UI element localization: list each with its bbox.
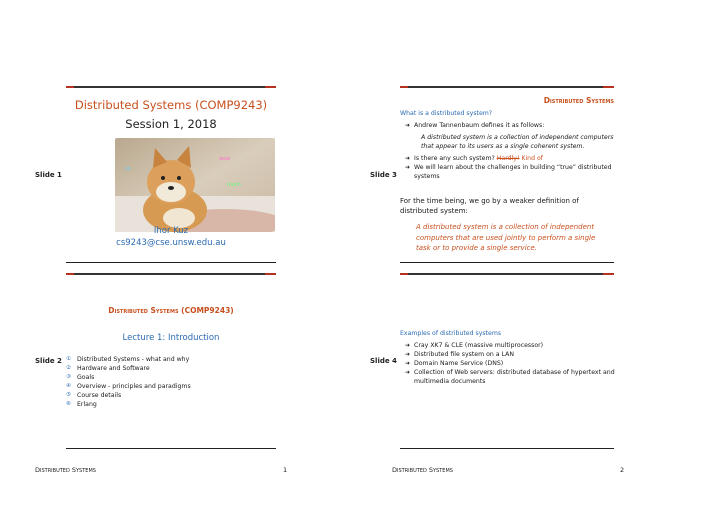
footer-left-title: Distributed Systems xyxy=(35,466,96,474)
slide1-author: Ihor Kuz xyxy=(153,226,189,236)
slide3-quote: A distributed system is a collection of independent computers that appear to its users as a single coherent system. xyxy=(421,134,614,150)
outline-item-2 xyxy=(66,364,276,373)
footer-left-page: 1 xyxy=(283,466,288,474)
outline-text-4: Overview - principles and paradigms xyxy=(77,383,191,390)
slide3-para: For the time being, we go by a weaker definition of distributed system: xyxy=(400,197,579,215)
doge-picture xyxy=(115,138,275,232)
doge-image xyxy=(115,138,275,232)
slide3-item-2 xyxy=(405,154,615,163)
slide4-bottom-rule xyxy=(400,448,614,449)
slide3-item-2-text: Is there any such system? xyxy=(414,155,495,162)
slide1-label: Slide 1 xyxy=(35,171,62,179)
slide1-session: Session 1, 2018 xyxy=(125,117,217,131)
slide1-title: Distributed Systems (COMP9243) xyxy=(74,98,268,112)
outline-num-2: ② xyxy=(66,365,71,371)
slide4-item-4 xyxy=(405,368,615,386)
slide4-item-1-text: Cray XK7 & CLE (massive multiprocessor) xyxy=(414,342,544,349)
slide3-kind-of: Kind of xyxy=(521,155,543,162)
slide4-item-4-text: Collection of Web servers: distributed database of hypertext and multimedia documents xyxy=(414,369,615,385)
svg-text:wow: wow xyxy=(219,156,231,162)
slide2-bottom-rule xyxy=(66,448,276,449)
slide3-question xyxy=(400,109,492,118)
slide4-item-1 xyxy=(405,341,615,350)
slide4-top-accent xyxy=(400,273,614,275)
slide3-item-1 xyxy=(405,121,615,151)
slide3-top-accent xyxy=(400,86,614,88)
slide3-item-3-text: We will learn about the challenges in building “true” distributed systems xyxy=(414,164,612,180)
slide3-item-1-text: Andrew Tannenbaum defines it as follows: xyxy=(414,122,545,129)
slide1-email[interactable]: cs9243@cse.unsw.edu.au xyxy=(116,238,226,248)
outline-item-4 xyxy=(66,382,276,391)
outline-text-1: Distributed Systems - what and why xyxy=(77,356,190,363)
slide4-list xyxy=(405,341,615,386)
outline-text-6: Erlang xyxy=(77,401,97,408)
slide3-label: Slide 3 xyxy=(370,171,397,179)
slide4-label: Slide 4 xyxy=(370,357,397,365)
slide3-definition: A distributed system is a collection of independent computers that are used jointly to perform a single task or to provide a single service. xyxy=(416,223,596,252)
svg-text:much: much xyxy=(227,182,241,188)
outline-item-6 xyxy=(66,400,276,409)
footer-right-title: Distributed Systems xyxy=(392,466,453,474)
outline-item-1 xyxy=(66,355,276,364)
slide1-bottom-rule xyxy=(66,262,276,263)
slide4-item-3 xyxy=(405,359,615,368)
outline-item-5 xyxy=(66,391,276,400)
slide3-header: Distributed Systems xyxy=(543,96,614,105)
slide2-header: Distributed Systems (COMP9243) xyxy=(108,306,234,315)
slide2-label: Slide 2 xyxy=(35,357,62,365)
slide2-outline xyxy=(66,355,276,409)
slide4-item-2 xyxy=(405,350,615,359)
slide3-bottom-rule xyxy=(400,262,614,263)
outline-item-3 xyxy=(66,373,276,382)
slide3-hardly: Hardly! xyxy=(496,155,520,162)
outline-num-1: ① xyxy=(66,356,71,362)
slide1-top-accent xyxy=(66,86,276,88)
outline-text-2: Hardware and Software xyxy=(77,365,150,372)
slide4-item-3-text: Domain Name Service (DNS) xyxy=(414,360,504,367)
slide4-title: Examples of distributed systems xyxy=(400,330,502,337)
outline-text-3: Goals xyxy=(77,374,95,381)
slide2-top-accent xyxy=(66,273,276,275)
slide3-list xyxy=(405,121,615,181)
svg-text:so: so xyxy=(125,166,131,172)
outline-num-5: ⑤ xyxy=(66,392,71,398)
slide3-question-text: What is a distributed system? xyxy=(400,110,493,117)
outline-text-5: Course details xyxy=(77,392,122,399)
footer-right-page: 2 xyxy=(620,466,625,474)
outline-num-4: ④ xyxy=(66,383,71,389)
outline-num-3: ③ xyxy=(66,374,71,380)
slide2-lecture: Lecture 1: Introduction xyxy=(122,333,220,343)
slide3-item-3 xyxy=(405,163,615,181)
slide4-item-2-text: Distributed file system on a LAN xyxy=(414,351,514,358)
outline-num-6: ⑥ xyxy=(66,401,71,407)
